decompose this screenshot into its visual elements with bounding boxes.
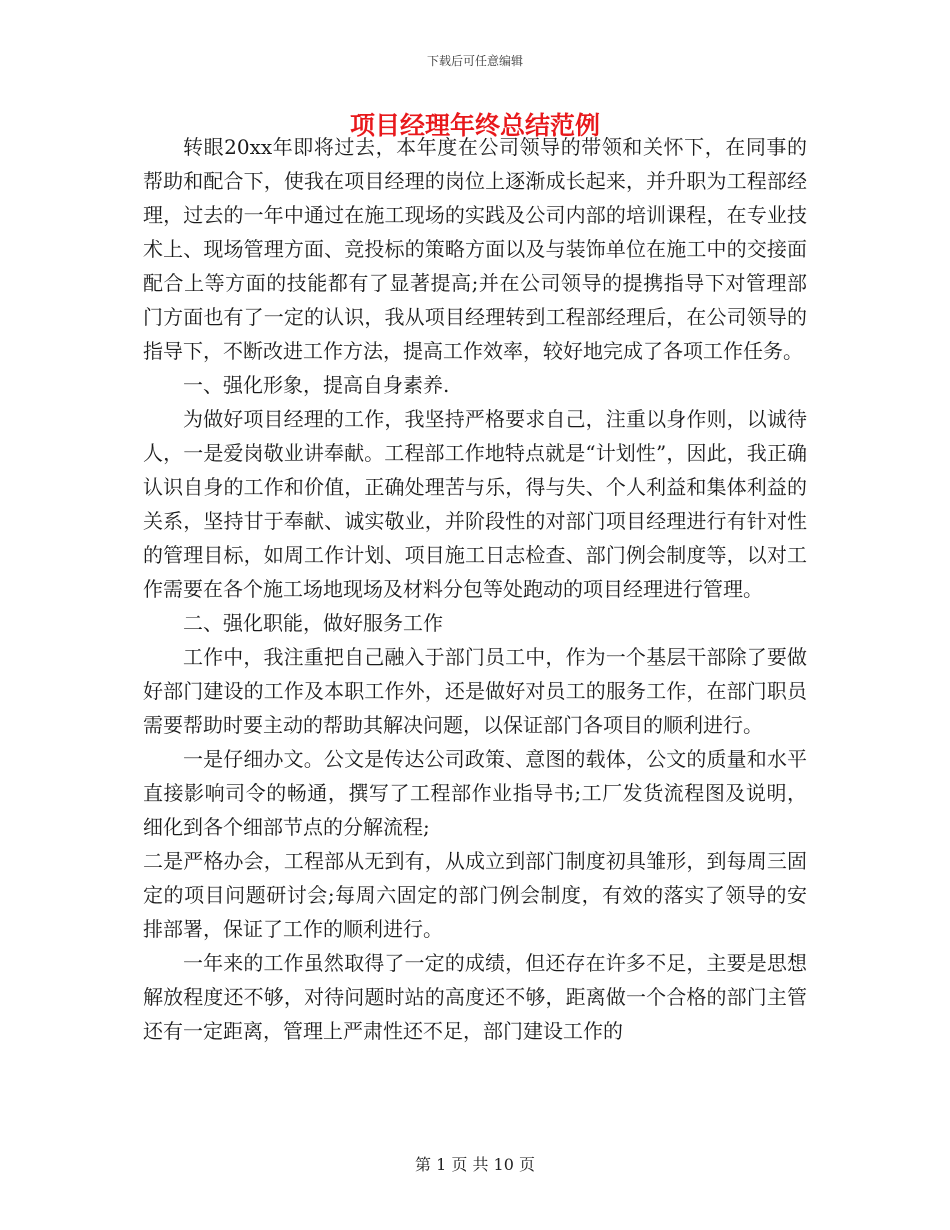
paragraph-meetings: 二是严格办会，工程部从无到有，从成立到部门制度初具雏形，到每周三固定的项目问题研讨会;每周六固定的部门例会制度，有效的落实了领导的安排部署，保证了工作的顺利进行。: [143, 849, 807, 941]
paragraph-intro: 转眼20xx年即将过去，本年度在公司领导的带领和关怀下，在同事的帮助和配合下，使我在项目经理的岗位上逐渐成长起来，并升职为工程部经理，过去的一年中通过在施工现场的实践及公司内部的培训课程，在专业技术上、现场管理方面、竞投标的策略方面以及与装饰单位在施工中的交接面配合上等方面的技能都有了显著提高;并在公司领导的提携指导下对管理部门方面也有了一定的认识，我从项目经理转到工程部经理后，在公司领导的指导下，不断改进工作方法，提高工作效率，较好地完成了各项工作任务。: [143, 135, 807, 363]
document-body: [143, 130, 807, 1048]
section-heading-2: 二、强化职能，做好服务工作: [183, 611, 443, 635]
page-number: 第 1 页 共 10 页: [415, 1155, 535, 1174]
paragraph-section-1: 为做好项目经理的工作，我坚持严格要求自己，注重以身作则，以诚待人，一是爱岗敬业讲奉献。工程部工作地特点就是“计划性”，因此，我正确认识自身的工作和价值，正确处理苦与乐，得与失、个人利益和集体利益的关系，坚持甘于奉献、诚实敬业，并阶段性的对部门项目经理进行有针对性的管理目标，如周工作计划、项目施工日志检查、部门例会制度等，以对工作需要在各个施工场地现场及材料分包等处跑动的项目经理进行管理。: [143, 407, 807, 601]
paragraph-shortcomings: 一年来的工作虽然取得了一定的成绩，但还存在许多不足，主要是思想解放程度还不够，对待问题时站的高度还不够，距离做一个合格的部门主管还有一定距离，管理上严肃性还不足，部门建设工作的: [143, 951, 807, 1043]
header-note: 下载后可任意编辑: [426, 54, 523, 68]
section-heading-1: 一、强化形象，提高自身素养.: [183, 373, 450, 397]
document-title: 项目经理年终总结范例: [349, 111, 600, 140]
paragraph-section-2: 工作中，我注重把自己融入于部门员工中，作为一个基层干部除了要做好部门建设的工作及本职工作外，还是做好对员工的服务工作，在部门职员需要帮助时要主动的帮助其解决问题，以保证部门各项目的顺利进行。: [143, 645, 807, 737]
paragraph-office-work: 一是仔细办文。公文是传达公司政策、意图的载体，公文的质量和水平直接影响司令的畅通，撰写了工程部作业指导书;工厂发货流程图及说明，细化到各个细部节点的分解流程;: [143, 747, 807, 839]
